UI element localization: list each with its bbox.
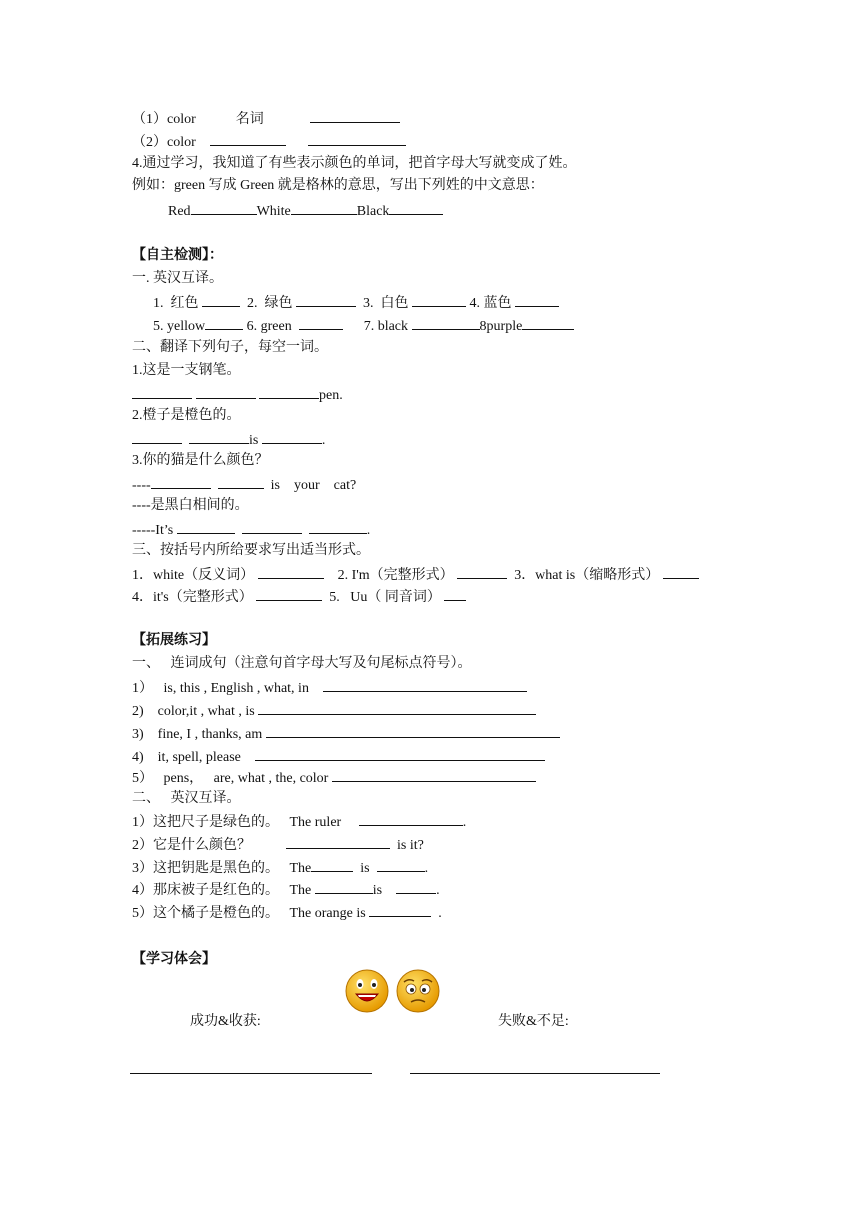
blank[interactable] xyxy=(266,724,560,738)
blank[interactable] xyxy=(132,385,192,399)
blank[interactable] xyxy=(310,109,400,123)
blank[interactable] xyxy=(522,316,574,330)
sentence-3-reply: ----是黑白相间的。 xyxy=(132,498,249,513)
blank[interactable] xyxy=(177,520,235,534)
blank[interactable] xyxy=(291,201,357,215)
blank[interactable] xyxy=(256,587,322,601)
vocab-row-2: 5. yellow 6. green 7. black 8purple xyxy=(153,316,574,336)
blank[interactable] xyxy=(309,520,367,534)
line-color-noun: （1）color 名词 xyxy=(132,109,400,129)
reorder-2: 2) color,it , what , is xyxy=(132,701,536,721)
blank[interactable] xyxy=(189,430,249,444)
answer-line-3: ---- is your cat? xyxy=(132,475,356,495)
blank[interactable] xyxy=(191,201,257,215)
reorder-5: 5） pens， are, what , the, color xyxy=(132,768,536,788)
translate-2: 2）它是什么颜色？ is it? xyxy=(132,835,424,855)
answer-line-4: -----It’s . xyxy=(132,520,370,540)
blank[interactable] xyxy=(196,385,256,399)
blank[interactable] xyxy=(202,293,240,307)
subsection-2: 二、翻译下列句子，每空一词。 xyxy=(132,340,328,355)
blank[interactable] xyxy=(515,293,559,307)
blank[interactable] xyxy=(332,768,536,782)
section-heading-reflect: 【学习体会】 xyxy=(132,952,216,967)
smiling-face-icon xyxy=(344,968,390,1014)
blank[interactable] xyxy=(255,747,545,761)
reorder-4: 4) it, spell, please xyxy=(132,747,545,767)
blank[interactable] xyxy=(262,430,322,444)
success-label: 成功&收获: xyxy=(190,1014,261,1029)
subsection-extend-1: 一、 连词成句（注意句首字母大写及句尾标点符号）。 xyxy=(132,656,472,671)
blank[interactable] xyxy=(151,475,211,489)
example-line: 例如：green 写成 Green 就是格林的意思，写出下列姓的中文意思： xyxy=(132,178,544,193)
blank[interactable] xyxy=(132,430,182,444)
blank[interactable] xyxy=(205,316,243,330)
blank[interactable] xyxy=(308,132,406,146)
blank[interactable] xyxy=(258,701,536,715)
success-writing-line[interactable] xyxy=(130,1073,372,1074)
blank[interactable] xyxy=(258,565,324,579)
blank[interactable] xyxy=(323,678,527,692)
blank[interactable] xyxy=(369,903,431,917)
blank[interactable] xyxy=(218,475,264,489)
blank[interactable] xyxy=(444,587,466,601)
vocab-row-1: 1. 红色 2. 绿色 3. 白色 4. 蓝色 xyxy=(153,293,559,313)
blank[interactable] xyxy=(296,293,356,307)
blank[interactable] xyxy=(210,132,286,146)
failure-label: 失败&不足: xyxy=(498,1014,569,1029)
translate-3: 3）这把钥匙是黑色的。 The is . xyxy=(132,858,428,878)
translate-5: 5）这个橘子是橙色的。 The orange is . xyxy=(132,903,442,923)
sentence-1: 1.这是一支钢笔。 xyxy=(132,363,241,378)
subsection-3: 三、按括号内所给要求写出适当形式。 xyxy=(132,543,370,558)
answer-line-2: is . xyxy=(132,430,325,450)
translate-4: 4）那床被子是红色的。 The is . xyxy=(132,880,440,900)
surname-line: Red White Black xyxy=(168,201,443,221)
translate-1: 1）这把尺子是绿色的。 The ruler . xyxy=(132,812,466,832)
blank[interactable] xyxy=(359,812,463,826)
blank[interactable] xyxy=(259,385,319,399)
reorder-1: 1） is, this , English , what, in xyxy=(132,678,527,698)
blank[interactable] xyxy=(377,858,425,872)
reorder-3: 3) fine, I , thanks, am xyxy=(132,724,560,744)
form-row-1: 1．white（反义词） 2. I'm（完整形式） 3．what is（缩略形式） xyxy=(132,565,699,585)
blank[interactable] xyxy=(299,316,343,330)
line-color-verb: （2）color xyxy=(132,132,406,152)
blank[interactable] xyxy=(457,565,507,579)
sentence-3: 3.你的猫是什么颜色？ xyxy=(132,453,269,468)
blank[interactable] xyxy=(311,858,353,872)
blank[interactable] xyxy=(412,316,480,330)
failure-writing-line[interactable] xyxy=(410,1073,660,1074)
section-heading-self-test: 【自主检测】： xyxy=(132,248,223,263)
form-row-2: 4．it's（完整形式） 5. Uu（ 同音词） xyxy=(132,587,466,607)
blank[interactable] xyxy=(315,880,373,894)
subsection-extend-2: 二、 英汉互译。 xyxy=(132,791,241,806)
blank[interactable] xyxy=(242,520,302,534)
worried-face-icon xyxy=(395,968,441,1014)
answer-line-1: pen. xyxy=(132,385,343,405)
blank[interactable] xyxy=(412,293,466,307)
instruction-4: 4.通过学习，我知道了有些表示颜色的单词，把首字母大写就变成了姓。 xyxy=(132,156,577,171)
blank[interactable] xyxy=(663,565,699,579)
blank[interactable] xyxy=(286,835,390,849)
sentence-2: 2.橙子是橙色的。 xyxy=(132,408,241,423)
subsection-1: 一. 英汉互译。 xyxy=(132,271,223,286)
blank[interactable] xyxy=(396,880,436,894)
blank[interactable] xyxy=(389,201,443,215)
section-heading-extend: 【拓展练习】 xyxy=(132,633,216,648)
